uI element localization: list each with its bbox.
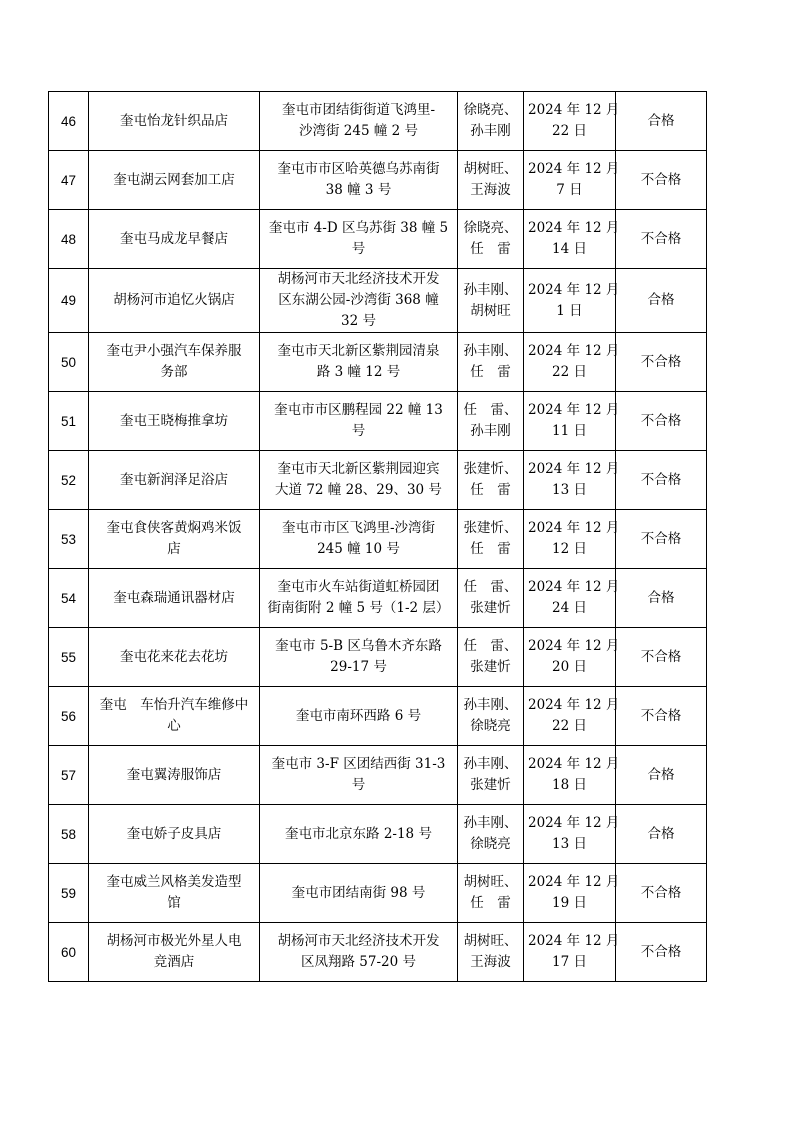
address-cell bbox=[260, 510, 458, 569]
inspectors-cell-line: 任 雷、 bbox=[463, 579, 518, 595]
address-cell-line: 区东湖公园-沙湾街 368 幢 bbox=[278, 292, 439, 308]
inspectors-cell bbox=[458, 628, 524, 687]
address-cell-line: 32 号 bbox=[341, 313, 376, 329]
inspection-date-cell bbox=[524, 510, 620, 569]
inspectors-cell-line: 孙丰刚 bbox=[470, 423, 511, 439]
shop-name-cell-line: 奎屯王晓梅推拿坊 bbox=[120, 412, 228, 429]
address-cell-line: 245 幢 10 号 bbox=[317, 541, 400, 557]
shop-name-cell-line: 竞酒店 bbox=[153, 954, 195, 970]
inspectors-cell bbox=[458, 746, 524, 805]
result-cell: 不合格 bbox=[616, 392, 707, 451]
address-cell-line: 奎屯市北京东路 2-18 号 bbox=[285, 825, 432, 842]
table-row bbox=[49, 923, 707, 982]
shop-name-cell-line: 胡杨河市极光外星人电 bbox=[106, 933, 242, 949]
inspectors-cell-line: 孙丰刚、 bbox=[463, 281, 518, 298]
row-number: 53 bbox=[49, 510, 89, 569]
inspection-date-cell-line: 2024 年 12 月 bbox=[528, 756, 620, 772]
inspection-results-table bbox=[48, 91, 707, 982]
inspection-date-cell bbox=[524, 628, 620, 687]
table-row bbox=[49, 210, 707, 269]
address-cell bbox=[260, 569, 458, 628]
inspection-date-cell-line: 2024 年 12 月 bbox=[528, 161, 620, 177]
address-cell-line: 奎屯市市区飞鸿里-沙湾街 bbox=[281, 520, 436, 536]
result-cell: 不合格 bbox=[616, 151, 707, 210]
row-number: 50 bbox=[49, 333, 89, 392]
inspection-date-cell-line: 20 日 bbox=[552, 659, 587, 675]
inspectors-cell bbox=[458, 92, 524, 151]
shop-name-cell-line: 奎屯新润泽足浴店 bbox=[120, 471, 228, 488]
shop-name-cell-line: 馆 bbox=[167, 895, 181, 911]
inspectors-cell bbox=[458, 687, 524, 746]
inspectors-cell-line: 张建忻、 bbox=[463, 461, 518, 477]
address-cell bbox=[260, 210, 458, 269]
inspection-date-cell-line: 2024 年 12 月 bbox=[528, 697, 620, 713]
shop-name-cell-line: 奎屯森瑞通讯器材店 bbox=[113, 589, 235, 606]
inspection-date-cell bbox=[524, 269, 620, 333]
address-cell-line: 奎屯市团结南街 98 号 bbox=[291, 884, 426, 901]
row-number: 58 bbox=[49, 805, 89, 864]
shop-name-cell-line: 奎屯湖云网套加工店 bbox=[113, 171, 235, 188]
address-cell-line: 奎屯市天北新区紫荆园清泉 bbox=[277, 343, 440, 359]
shop-name-cell bbox=[89, 864, 260, 923]
row-number: 46 bbox=[49, 92, 89, 151]
inspectors-cell-line: 王海波 bbox=[470, 182, 511, 198]
inspectors-cell-line: 胡树旺、 bbox=[463, 933, 518, 949]
inspection-date-cell-line: 24 日 bbox=[552, 600, 587, 616]
address-cell-line: 奎屯市 5-B 区乌鲁木齐东路 bbox=[275, 638, 442, 654]
result-cell: 不合格 bbox=[616, 510, 707, 569]
table-row bbox=[49, 864, 707, 923]
inspection-date-cell-line: 19 日 bbox=[552, 895, 587, 911]
row-number: 57 bbox=[49, 746, 89, 805]
result-cell: 不合格 bbox=[616, 333, 707, 392]
inspection-date-cell-line: 7 日 bbox=[556, 182, 583, 198]
shop-name-cell bbox=[89, 269, 260, 333]
inspection-date-cell-line: 13 日 bbox=[552, 482, 587, 498]
inspectors-cell-line: 胡树旺 bbox=[470, 302, 511, 319]
inspectors-cell bbox=[458, 864, 524, 923]
shop-name-cell-line: 心 bbox=[167, 718, 181, 734]
inspection-date-cell-line: 18 日 bbox=[552, 777, 587, 793]
inspection-date-cell bbox=[524, 687, 620, 746]
table-row bbox=[49, 687, 707, 746]
row-number: 54 bbox=[49, 569, 89, 628]
shop-name-cell-line: 奎屯威兰风格美发造型 bbox=[106, 874, 242, 890]
inspectors-cell-line: 孙丰刚、 bbox=[463, 697, 518, 713]
address-cell bbox=[260, 333, 458, 392]
inspectors-cell-line: 徐晓亮、 bbox=[463, 102, 518, 118]
shop-name-cell-line: 奎屯马成龙早餐店 bbox=[120, 230, 228, 247]
inspectors-cell-line: 任 雷 bbox=[470, 241, 511, 257]
inspectors-cell bbox=[458, 210, 524, 269]
address-cell-line: 号 bbox=[351, 241, 366, 257]
inspectors-cell-line: 张建忻、 bbox=[463, 520, 518, 536]
address-cell-line: 大道 72 幢 28、29、30 号 bbox=[275, 482, 442, 498]
address-cell bbox=[260, 628, 458, 687]
inspection-date-cell-line: 2024 年 12 月 bbox=[528, 281, 620, 298]
table-row bbox=[49, 628, 707, 687]
table-row bbox=[49, 451, 707, 510]
address-cell-line: 奎屯市火车站街道虹桥园团 bbox=[277, 579, 440, 595]
result-cell: 不合格 bbox=[616, 628, 707, 687]
address-cell bbox=[260, 687, 458, 746]
inspectors-cell bbox=[458, 392, 524, 451]
inspectors-cell bbox=[458, 510, 524, 569]
inspectors-cell-line: 任 雷 bbox=[470, 541, 511, 557]
inspection-date-cell-line: 2024 年 12 月 bbox=[528, 638, 620, 654]
inspection-date-cell bbox=[524, 805, 620, 864]
table-row bbox=[49, 392, 707, 451]
inspectors-cell-line: 徐晓亮 bbox=[470, 836, 511, 852]
inspectors-cell-line: 胡树旺、 bbox=[463, 161, 518, 177]
address-cell bbox=[260, 269, 458, 333]
inspectors-cell-line: 孙丰刚 bbox=[470, 123, 511, 139]
address-cell-line: 奎屯市 3-F 区团结西街 31-3 bbox=[271, 756, 446, 772]
inspectors-cell-line: 张建忻 bbox=[470, 659, 511, 675]
inspection-date-cell-line: 13 日 bbox=[552, 836, 587, 852]
shop-name-cell bbox=[89, 210, 260, 269]
shop-name-cell-line: 奎屯花来花去花坊 bbox=[120, 648, 228, 665]
address-cell-line: 街南街附 2 幢 5 号（1-2 层） bbox=[267, 600, 450, 616]
shop-name-cell bbox=[89, 569, 260, 628]
address-cell-line: 胡杨河市天北经济技术开发 bbox=[277, 933, 440, 949]
inspection-date-cell-line: 2024 年 12 月 bbox=[528, 933, 620, 949]
address-cell bbox=[260, 451, 458, 510]
shop-name-cell-line: 奎屯娇子皮具店 bbox=[126, 825, 222, 842]
row-number: 60 bbox=[49, 923, 89, 982]
row-number: 49 bbox=[49, 269, 89, 333]
inspection-date-cell-line: 2024 年 12 月 bbox=[528, 343, 620, 359]
inspectors-cell-line: 孙丰刚、 bbox=[463, 343, 518, 359]
result-cell: 不合格 bbox=[616, 864, 707, 923]
address-cell-line: 区凤翔路 57-20 号 bbox=[300, 954, 416, 970]
inspectors-cell-line: 胡树旺、 bbox=[463, 874, 518, 890]
inspection-date-cell-line: 2024 年 12 月 bbox=[528, 461, 620, 477]
inspection-date-cell-line: 2024 年 12 月 bbox=[528, 520, 620, 536]
shop-name-cell-line: 奎屯 车怡升汽车维修中 bbox=[99, 697, 249, 713]
inspection-date-cell-line: 2024 年 12 月 bbox=[528, 220, 620, 236]
inspectors-cell-line: 任 雷 bbox=[470, 482, 511, 498]
table-row bbox=[49, 569, 707, 628]
inspectors-cell-line: 王海波 bbox=[470, 954, 511, 970]
inspection-date-cell bbox=[524, 746, 620, 805]
inspectors-cell-line: 张建忻 bbox=[470, 777, 511, 793]
inspectors-cell bbox=[458, 569, 524, 628]
address-cell bbox=[260, 864, 458, 923]
shop-name-cell-line: 胡杨河市追忆火锅店 bbox=[113, 292, 235, 308]
table-row bbox=[49, 333, 707, 392]
inspectors-cell-line: 任 雷 bbox=[470, 364, 511, 380]
inspection-date-cell-line: 2024 年 12 月 bbox=[528, 874, 620, 890]
result-cell: 合格 bbox=[616, 746, 707, 805]
address-cell bbox=[260, 923, 458, 982]
address-cell-line: 奎屯市 4-D 区乌苏街 38 幢 5 bbox=[268, 220, 449, 236]
shop-name-cell bbox=[89, 628, 260, 687]
shop-name-cell-line: 务部 bbox=[160, 364, 188, 380]
shop-name-cell bbox=[89, 151, 260, 210]
address-cell bbox=[260, 151, 458, 210]
inspection-date-cell bbox=[524, 923, 620, 982]
inspectors-cell-line: 孙丰刚、 bbox=[463, 756, 518, 772]
inspectors-cell-line: 孙丰刚、 bbox=[463, 815, 518, 831]
inspectors-cell-line: 徐晓亮、 bbox=[463, 220, 518, 236]
inspection-date-cell-line: 22 日 bbox=[552, 718, 587, 734]
inspectors-cell bbox=[458, 151, 524, 210]
inspection-date-cell-line: 2024 年 12 月 bbox=[528, 102, 620, 118]
result-cell: 不合格 bbox=[616, 210, 707, 269]
inspection-date-cell bbox=[524, 569, 620, 628]
inspectors-cell-line: 徐晓亮 bbox=[470, 718, 511, 734]
shop-name-cell bbox=[89, 392, 260, 451]
inspection-date-cell bbox=[524, 92, 620, 151]
address-cell-line: 奎屯市南环西路 6 号 bbox=[295, 707, 422, 724]
table-row bbox=[49, 746, 707, 805]
shop-name-cell-line: 奎屯食侠客黄焖鸡米饭 bbox=[106, 520, 242, 536]
shop-name-cell bbox=[89, 333, 260, 392]
result-cell: 合格 bbox=[616, 805, 707, 864]
address-cell-line: 29-17 号 bbox=[330, 659, 387, 675]
shop-name-cell bbox=[89, 687, 260, 746]
shop-name-cell bbox=[89, 92, 260, 151]
result-cell: 合格 bbox=[616, 269, 707, 333]
address-cell bbox=[260, 746, 458, 805]
shop-name-cell bbox=[89, 923, 260, 982]
inspection-date-cell-line: 2024 年 12 月 bbox=[528, 815, 620, 831]
shop-name-cell bbox=[89, 510, 260, 569]
inspectors-cell-line: 任 雷 bbox=[470, 895, 511, 911]
address-cell-line: 号 bbox=[351, 777, 366, 793]
inspectors-cell bbox=[458, 805, 524, 864]
result-cell: 合格 bbox=[616, 569, 707, 628]
inspection-date-cell-line: 2024 年 12 月 bbox=[528, 402, 620, 418]
row-number: 51 bbox=[49, 392, 89, 451]
address-cell-line: 奎屯市市区鹏程园 22 幢 13 bbox=[274, 402, 443, 418]
inspection-date-cell-line: 11 日 bbox=[552, 423, 587, 439]
table-row bbox=[49, 151, 707, 210]
inspection-date-cell-line: 17 日 bbox=[552, 954, 587, 970]
row-number: 48 bbox=[49, 210, 89, 269]
inspection-date-cell bbox=[524, 333, 620, 392]
inspection-date-cell-line: 14 日 bbox=[552, 241, 587, 257]
inspectors-cell bbox=[458, 269, 524, 333]
inspection-date-cell bbox=[524, 451, 620, 510]
row-number: 52 bbox=[49, 451, 89, 510]
inspection-date-cell bbox=[524, 210, 620, 269]
inspectors-cell-line: 任 雷、 bbox=[463, 638, 518, 654]
result-cell: 合格 bbox=[616, 92, 707, 151]
address-cell-line: 奎屯市市区哈英德乌苏南街 bbox=[277, 161, 440, 177]
inspection-date-cell bbox=[524, 151, 620, 210]
shop-name-cell-line: 奎屯翼涛服饰店 bbox=[126, 766, 222, 783]
address-cell-line: 奎屯市团结街街道飞鸿里- bbox=[281, 102, 436, 118]
inspection-date-cell-line: 22 日 bbox=[552, 123, 587, 139]
address-cell-line: 沙湾街 245 幢 2 号 bbox=[298, 123, 419, 139]
result-cell: 不合格 bbox=[616, 687, 707, 746]
address-cell-line: 路 3 幢 12 号 bbox=[316, 364, 401, 380]
result-cell: 不合格 bbox=[616, 451, 707, 510]
shop-name-cell bbox=[89, 805, 260, 864]
address-cell-line: 38 幢 3 号 bbox=[325, 182, 392, 198]
shop-name-cell bbox=[89, 746, 260, 805]
shop-name-cell-line: 奎屯怡龙针织品店 bbox=[120, 112, 228, 129]
address-cell bbox=[260, 805, 458, 864]
table-row bbox=[49, 269, 707, 333]
address-cell-line: 号 bbox=[351, 423, 366, 439]
table-row bbox=[49, 92, 707, 151]
inspection-date-cell bbox=[524, 864, 620, 923]
inspection-date-cell-line: 2024 年 12 月 bbox=[528, 579, 620, 595]
inspectors-cell bbox=[458, 923, 524, 982]
table-row bbox=[49, 510, 707, 569]
shop-name-cell-line: 奎屯尹小强汽车保养服 bbox=[106, 343, 242, 359]
shop-name-cell-line: 店 bbox=[167, 541, 181, 557]
address-cell-line: 奎屯市天北新区紫荆园迎宾 bbox=[277, 461, 440, 477]
inspection-date-cell-line: 12 日 bbox=[552, 541, 587, 557]
row-number: 55 bbox=[49, 628, 89, 687]
inspectors-cell-line: 任 雷、 bbox=[463, 402, 518, 418]
table-row bbox=[49, 805, 707, 864]
address-cell bbox=[260, 92, 458, 151]
row-number: 47 bbox=[49, 151, 89, 210]
inspection-date-cell bbox=[524, 392, 620, 451]
inspectors-cell bbox=[458, 333, 524, 392]
inspection-date-cell-line: 22 日 bbox=[552, 364, 587, 380]
table-body bbox=[49, 92, 707, 982]
address-cell-line: 胡杨河市天北经济技术开发 bbox=[277, 271, 440, 287]
inspectors-cell bbox=[458, 451, 524, 510]
row-number: 59 bbox=[49, 864, 89, 923]
inspection-date-cell-line: 1 日 bbox=[556, 302, 583, 319]
row-number: 56 bbox=[49, 687, 89, 746]
result-cell: 不合格 bbox=[616, 923, 707, 982]
shop-name-cell bbox=[89, 451, 260, 510]
address-cell bbox=[260, 392, 458, 451]
inspectors-cell-line: 张建忻 bbox=[470, 600, 511, 616]
